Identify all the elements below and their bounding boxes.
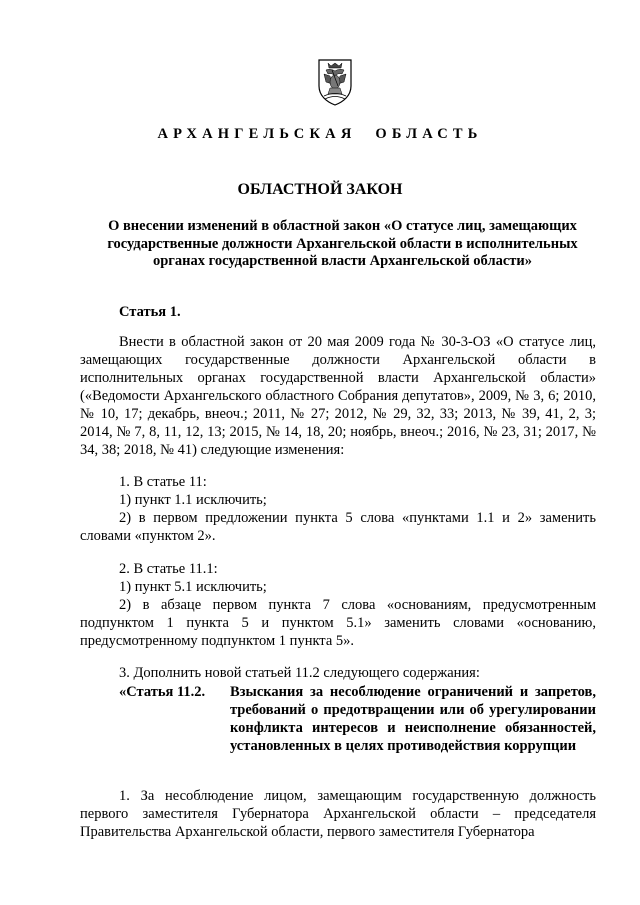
new-article-paragraph [80,787,596,841]
region-name: АРХАНГЕЛЬСКАЯ ОБЛАСТЬ [157,126,483,142]
item-1-sub-2: 2) в первом предложении пункта 5 слова «пунктами 1.1 и 2» заменить словами «пунктом 2». [80,510,596,544]
law-type: ОБЛАСТНОЙ ЗАКОН [237,181,403,198]
item-1-sub-1: 1) пункт 1.1 исключить; [119,492,267,508]
article-heading: Статья 1. [119,304,181,320]
new-article-heading: Взыскания за несоблюдение ограничений и запретов, требований о предотвращении или об урегулировании конфликта интересов и неисполнение обязанностей, установленных в целях противодействия коррупции [230,684,596,754]
new-article-para-1: 1. За несоблюдение лицом, замещающим государственную должность первого заместителя Губернатора Архангельской области – председателя Правительства Архангельской области, первого заместителя Губернатора [80,788,596,840]
item-3-title: 3. Дополнить новой статьей 11.2 следующего содержания: [119,665,480,681]
new-article-label: «Статья 11.2. [119,684,206,700]
article-intro [80,333,596,459]
item-2 [80,560,596,650]
item-2-sub-2: 2) в абзаце первом пункта 7 слова «основаниям, предусмотренным подпунктом 1 пункта 5 и пунктом 5.1» заменить словами «основанию, предусмотренному подпунктом 1 пункта 5». [80,597,596,649]
item-1-title: 1. В статье 11: [119,474,207,490]
item-3 [80,664,596,682]
coat-of-arms-icon [316,58,354,106]
item-2-title: 2. В статье 11.1: [119,561,218,577]
law-title: О внесении изменений в областной закон «О статусе лиц, замещающих государственные должности Архангельской области в исполнительных органах государственной власти Архангельской области» [107,218,578,269]
item-2-sub-1: 1) пункт 5.1 исключить; [119,579,267,595]
intro-paragraph: Внести в областной закон от 20 мая 2009 года № 30-3-ОЗ «О статусе лиц, замещающих государственные должности Архангельской области в исполнительных органах государственной власти Архангельской области» («Ведомости Архангельского областного Собрания депутатов», 2009, № 3, 6; 2010, № 10, 17; декабрь, внеоч.; 2011, № 27; 2012, № 29, 32, 33; 2013, № 39, 41, 2, 3; 2014, № 7, 8, 11, 12, 13; 2015, № 14, 18, 20; ноябрь, внеоч.; 2016, № 23, 31; 2017, № 34, 38; 2018, № 41) следующие изменения: [80,334,596,458]
item-1 [80,473,596,545]
